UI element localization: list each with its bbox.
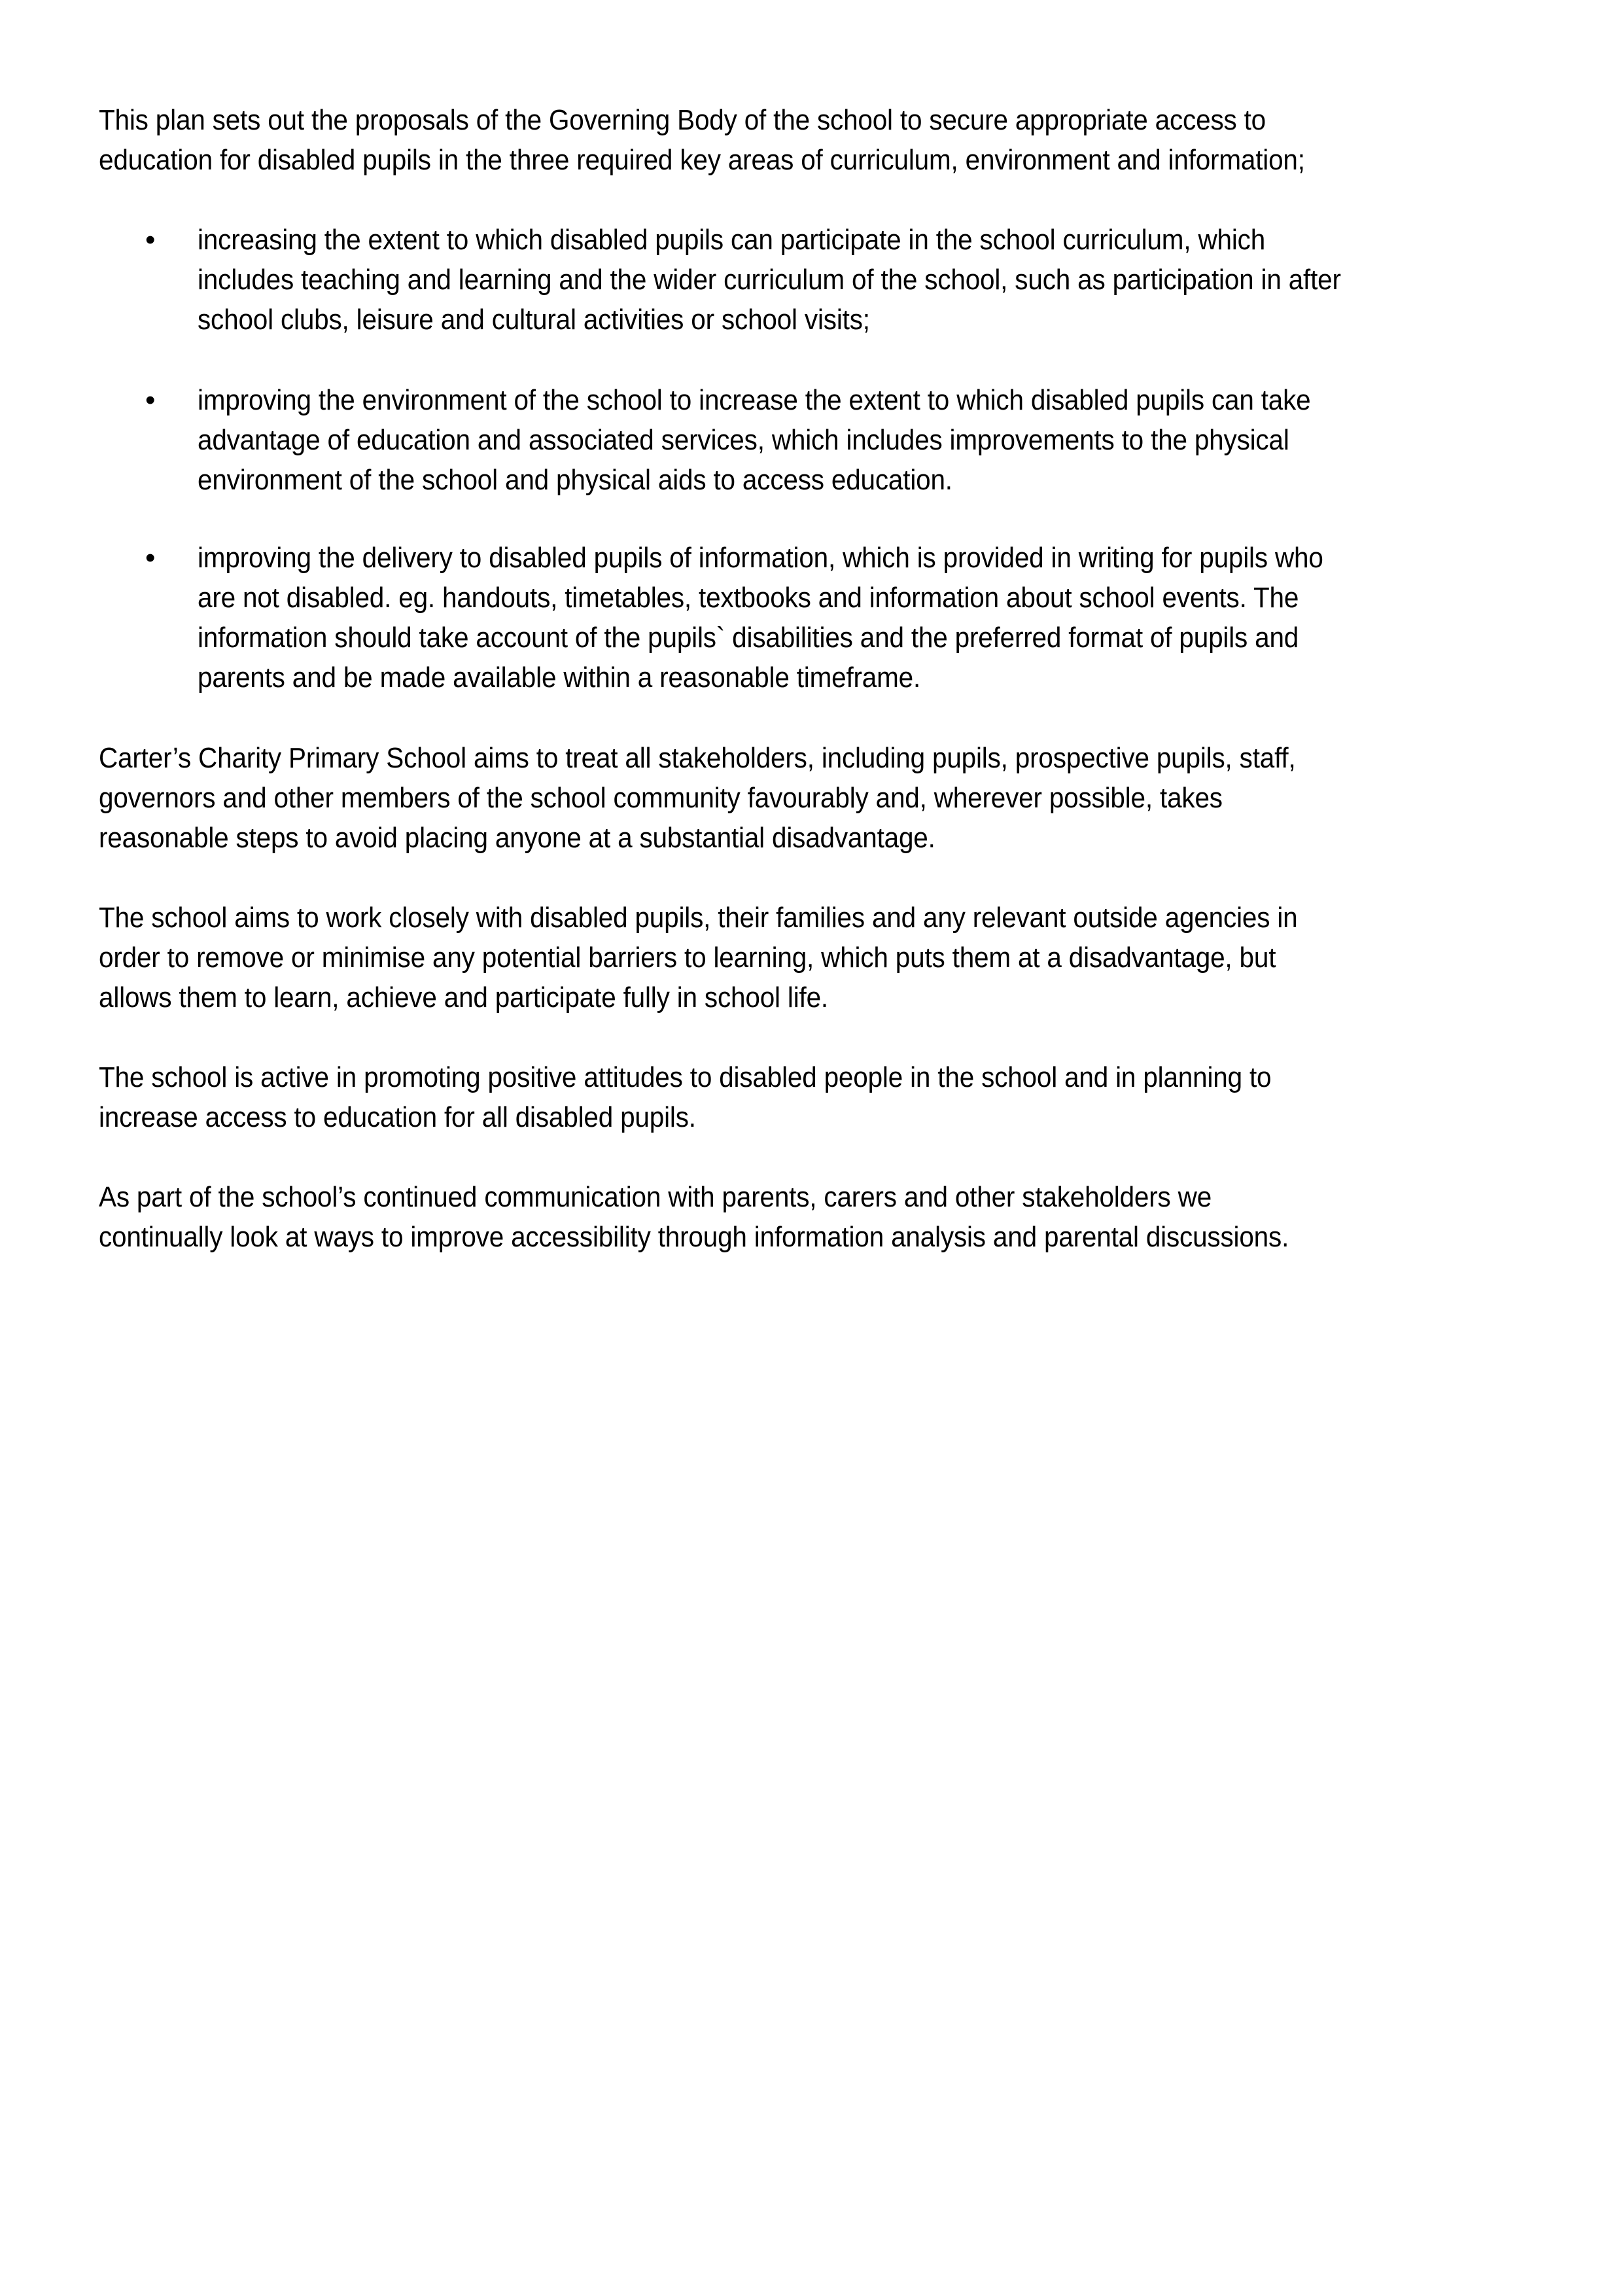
paragraph-barriers (99, 898, 1571, 1017)
text-line: improving the delivery to disabled pupils of information, which is provided in writing for pupils who (198, 542, 1323, 574)
text-line: education for disabled pupils in the three required key areas of curriculum, environment and information; (99, 144, 1305, 176)
text-line: parents and be made available within a reasonable timeframe. (198, 662, 921, 694)
text-line: Carter’s Charity Primary School aims to treat all stakeholders, including pupils, prospective pupils, staff, (99, 742, 1296, 774)
text-line: information should take account of the pupils` disabilities and the preferred format of pupils and (198, 622, 1299, 654)
text-line: The school aims to work closely with disabled pupils, their families and any relevant outside agencies in (99, 902, 1298, 934)
paragraph-positive-attitudes (99, 1057, 1571, 1137)
bullet-marker: • (145, 542, 156, 574)
paragraph-stakeholders (99, 738, 1571, 858)
paragraph-communication (99, 1177, 1571, 1257)
text-line: includes teaching and learning and the wider curriculum of the school, such as participation in after (198, 264, 1341, 296)
text-line: are not disabled. eg. handouts, timetables, textbooks and information about school events. The (198, 582, 1299, 614)
bullet-marker: • (145, 384, 156, 416)
bullet-marker: • (145, 224, 156, 256)
text-line: increasing the extent to which disabled pupils can participate in the school curriculum, which (198, 224, 1266, 256)
text-line: allows them to learn, achieve and participate fully in school life. (99, 981, 828, 1014)
text-line: order to remove or minimise any potential barriers to learning, which puts them at a disadvantage, but (99, 942, 1276, 974)
text-line: As part of the school’s continued communication with parents, carers and other stakeholders we (99, 1181, 1212, 1213)
bullet-text (198, 380, 1571, 500)
text-line: continually look at ways to improve accessibility through information analysis and parental discussions. (99, 1221, 1289, 1253)
text-line: improving the environment of the school to increase the extent to which disabled pupils can take (198, 384, 1311, 416)
text-line: school clubs, leisure and cultural activities or school visits; (198, 304, 870, 336)
text-line: The school is active in promoting positive attitudes to disabled people in the school and in planning to (99, 1061, 1272, 1093)
text-line: reasonable steps to avoid placing anyone at a substantial disadvantage. (99, 822, 935, 854)
text-line: advantage of education and associated services, which includes improvements to the physical (198, 424, 1289, 456)
intro-paragraph (99, 100, 1571, 180)
bullet-text (198, 538, 1571, 698)
text-line: environment of the school and physical aids to access education. (198, 464, 952, 496)
text-line: increase access to education for all disabled pupils. (99, 1101, 696, 1133)
text-line: This plan sets out the proposals of the Governing Body of the school to secure appropriate access to (99, 104, 1266, 136)
bullet-text (198, 220, 1571, 340)
text-line: governors and other members of the school community favourably and, wherever possible, takes (99, 782, 1223, 814)
